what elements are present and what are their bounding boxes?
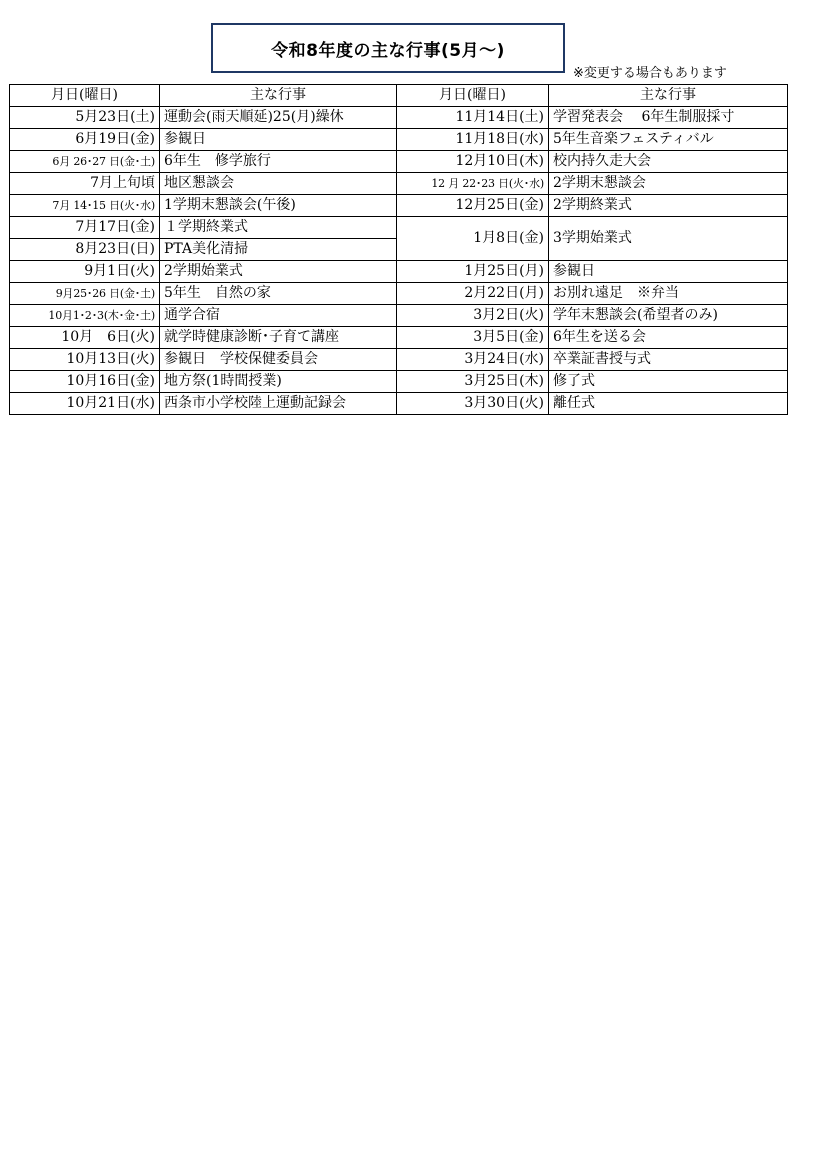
event-cell: 学習発表会 6年生制服採寸 — [549, 107, 788, 129]
date-cell: 8月23日(日) — [10, 239, 160, 261]
event-cell: 5年生 自然の家 — [160, 283, 397, 305]
column-header-event: 主な行事 — [160, 85, 397, 107]
date-cell: 12 月 22･23 日(火･水) — [397, 173, 549, 195]
column-header-date: 月日(曜日) — [397, 85, 549, 107]
date-cell: 10月 6日(火) — [10, 327, 160, 349]
event-cell: 校内持久走大会 — [549, 151, 788, 173]
event-cell: 2学期末懇談会 — [549, 173, 788, 195]
event-cell: 運動会(雨天順延)25(月)繰休 — [160, 107, 397, 129]
event-cell: 参観日 — [160, 129, 397, 151]
table-row — [10, 173, 788, 195]
table-row — [10, 129, 788, 151]
table-row — [10, 349, 788, 371]
event-cell: 3学期始業式 — [549, 217, 788, 261]
event-schedule-table — [9, 84, 788, 415]
date-cell: 12月10日(木) — [397, 151, 549, 173]
date-cell: 6月 26･27 日(金･土) — [10, 151, 160, 173]
event-cell: 5年生音楽フェスティバル — [549, 129, 788, 151]
table-row — [10, 107, 788, 129]
event-cell: 学年末懇談会(希望者のみ) — [549, 305, 788, 327]
table-row — [10, 261, 788, 283]
date-cell: 10月16日(金) — [10, 371, 160, 393]
event-cell: 6年生を送る会 — [549, 327, 788, 349]
event-cell: 参観日 学校保健委員会 — [160, 349, 397, 371]
change-note: ※変更する場合もあります — [573, 66, 727, 81]
table-row — [10, 283, 788, 305]
date-cell: 11月18日(水) — [397, 129, 549, 151]
table-row — [10, 217, 788, 239]
date-cell: 9月25･26 日(金･土) — [10, 283, 160, 305]
table-row — [10, 327, 788, 349]
event-cell: PTA美化清掃 — [160, 239, 397, 261]
event-cell: 6年生 修学旅行 — [160, 151, 397, 173]
date-cell: 3月25日(木) — [397, 371, 549, 393]
date-cell: 7月17日(金) — [10, 217, 160, 239]
event-cell: 地方祭(1時間授業) — [160, 371, 397, 393]
table-header-row — [10, 85, 788, 107]
event-cell: 就学時健康診断･子育て講座 — [160, 327, 397, 349]
date-cell: 3月30日(火) — [397, 393, 549, 415]
event-cell: 通学合宿 — [160, 305, 397, 327]
date-cell: 10月1･2･3(木･金･土) — [10, 305, 160, 327]
event-cell: 2学期始業式 — [160, 261, 397, 283]
event-cell: 地区懇談会 — [160, 173, 397, 195]
event-cell: 卒業証書授与式 — [549, 349, 788, 371]
event-cell: 西条市小学校陸上運動記録会 — [160, 393, 397, 415]
event-cell: 参観日 — [549, 261, 788, 283]
date-cell: 6月19日(金) — [10, 129, 160, 151]
date-cell: 7月上旬頃 — [10, 173, 160, 195]
event-cell: 1学期末懇談会(午後) — [160, 195, 397, 217]
date-cell: 7月 14･15 日(火･水) — [10, 195, 160, 217]
date-cell: 12月25日(金) — [397, 195, 549, 217]
table-row — [10, 371, 788, 393]
date-cell: 3月24日(水) — [397, 349, 549, 371]
page-title: 令和8年度の主な行事(5月～) — [211, 23, 565, 73]
event-cell: 修了式 — [549, 371, 788, 393]
table-row — [10, 305, 788, 327]
event-cell: 2学期終業式 — [549, 195, 788, 217]
date-cell: 3月2日(火) — [397, 305, 549, 327]
event-cell: １学期終業式 — [160, 217, 397, 239]
table-row — [10, 151, 788, 173]
table-row — [10, 393, 788, 415]
event-cell: お別れ遠足 ※弁当 — [549, 283, 788, 305]
date-cell: 1月25日(月) — [397, 261, 549, 283]
date-cell: 10月21日(水) — [10, 393, 160, 415]
date-cell: 2月22日(月) — [397, 283, 549, 305]
table-row — [10, 195, 788, 217]
column-header-date: 月日(曜日) — [10, 85, 160, 107]
date-cell: 1月8日(金) — [397, 217, 549, 261]
column-header-event: 主な行事 — [549, 85, 788, 107]
event-cell: 離任式 — [549, 393, 788, 415]
date-cell: 5月23日(土) — [10, 107, 160, 129]
date-cell: 11月14日(土) — [397, 107, 549, 129]
date-cell: 3月5日(金) — [397, 327, 549, 349]
date-cell: 10月13日(火) — [10, 349, 160, 371]
date-cell: 9月1日(火) — [10, 261, 160, 283]
